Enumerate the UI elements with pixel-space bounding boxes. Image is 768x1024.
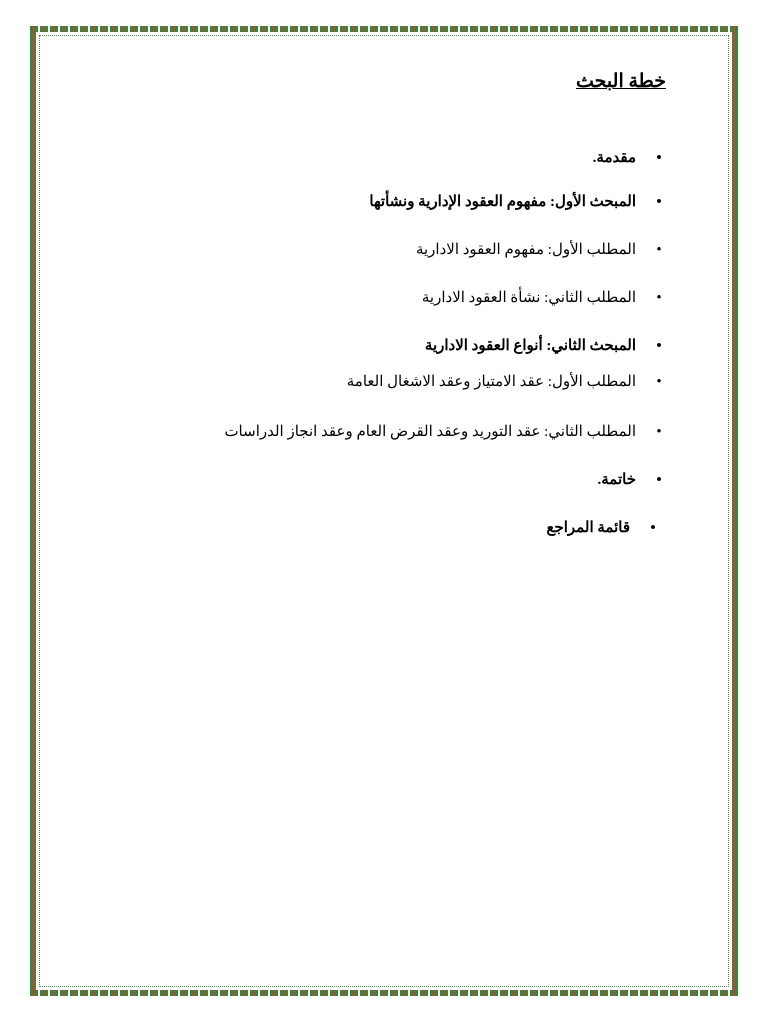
bullet-icon: • (656, 150, 662, 166)
list-item (422, 288, 668, 308)
list-item-text: المطلب الثاني: نشأة العقود الادارية (421, 290, 636, 306)
bullet-icon: • (656, 290, 662, 306)
bullet-icon: • (656, 242, 662, 258)
list-item (347, 372, 668, 392)
page-title: خطة البحث (576, 71, 666, 92)
list-item (547, 518, 663, 538)
list-item-text: مقدمة. (592, 150, 636, 166)
list-item-text: المطلب الأول: مفهوم العقود الادارية (415, 242, 636, 258)
bullet-icon: • (656, 472, 662, 488)
list-item-text: المبحث الثاني: أنواع العقود الادارية (424, 338, 636, 354)
list-item (598, 470, 668, 490)
bullet-icon: • (656, 194, 662, 210)
list-item-text: خاتمة. (597, 472, 636, 488)
bullet-icon: • (656, 338, 662, 354)
list-item (593, 148, 668, 168)
page-border (30, 26, 738, 996)
list-item-text: قائمة المراجع (546, 520, 630, 536)
list-item (224, 422, 668, 442)
bullet-icon: • (656, 424, 662, 440)
list-item (416, 240, 668, 260)
bullet-icon: • (650, 520, 656, 536)
list-item (425, 336, 668, 356)
bullet-icon: • (656, 374, 662, 390)
list-item-text: المطلب الأول: عقد الامتياز وعقد الاشغال العامة (346, 374, 636, 390)
list-item-text: المبحث الأول: مفهوم العقود الإدارية ونشأتها (369, 194, 636, 210)
list-item (369, 192, 668, 212)
list-item-text: المطلب الثاني: عقد التوريد وعقد القرض العام وعقد انجاز الدراسات (224, 424, 636, 440)
